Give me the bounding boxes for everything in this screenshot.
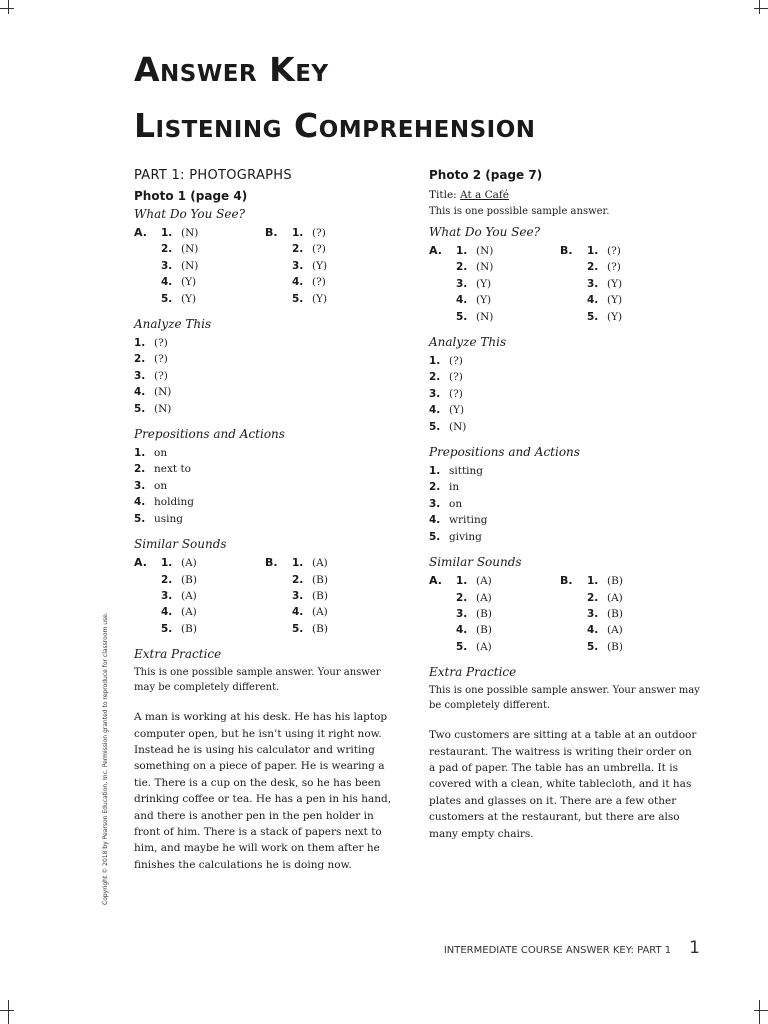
part-heading: PART 1: PHOTOGRAPHS: [134, 168, 292, 183]
answer-value: (B): [181, 573, 197, 586]
answer-number: 2.: [456, 591, 468, 604]
photo2-sample-note: This is one possible sample answer.: [429, 206, 610, 217]
answer-item: [161, 572, 197, 588]
answer-item: [292, 241, 327, 257]
page-number: 1: [689, 938, 700, 958]
answer-number: 2.: [292, 243, 304, 256]
answer-item: [161, 225, 198, 241]
photo2-what-answers: [429, 243, 709, 325]
answer-value: (Y): [181, 292, 197, 305]
photo2-paragraph: Two customers are sitting at a table at an outdoor restaurant. The waitress is writing their order on a pad of paper. The table has an umbrella. It is covered with a clean, white tablecloth, and it has plates and glasses on it. There are a few other customers at the restaurant, but there are also many empty chairs.: [429, 729, 697, 840]
section-a-label: A.: [134, 226, 147, 239]
photo2-title-value: At a Café: [460, 189, 509, 201]
photo2-what-a: [429, 243, 560, 325]
answer-item: [161, 604, 197, 620]
answer-item: [161, 621, 197, 637]
answer-number: 2.: [161, 243, 173, 256]
answer-value: (A): [312, 557, 328, 570]
answer-item: [587, 622, 623, 638]
answer-value: (N): [476, 261, 494, 274]
answer-value: (N): [154, 386, 172, 399]
photo2-title-label: Title:: [429, 189, 457, 201]
photo2-what-b: [560, 243, 691, 325]
answer-value: (A): [607, 591, 623, 604]
photo1-what-label: What Do You See?: [134, 207, 246, 221]
answer-number: 4.: [587, 294, 599, 307]
answer-value: (N): [181, 243, 199, 256]
answer-value: (Y): [476, 294, 492, 307]
answer-value: next to: [154, 463, 191, 476]
answer-value: (B): [476, 624, 492, 637]
answer-number: 3.: [292, 589, 304, 602]
answer-number: 4.: [429, 514, 441, 527]
answer-number: 4.: [134, 386, 146, 399]
answer-value: (?): [607, 245, 621, 257]
answer-item: [456, 243, 493, 259]
answer-value: (A): [476, 640, 492, 653]
answer-item: [161, 555, 197, 571]
answer-item: [292, 274, 327, 290]
answer-item: [134, 494, 404, 510]
answer-number: 2.: [429, 371, 441, 384]
answer-number: 3.: [134, 369, 146, 382]
answer-value: (Y): [312, 259, 328, 272]
answer-number: 5.: [292, 292, 304, 305]
photo1-heading: Photo 1 (page 4): [134, 189, 248, 203]
answer-item: [587, 573, 623, 589]
answer-item: [134, 384, 404, 400]
answer-number: 1.: [134, 447, 146, 460]
answer-value: using: [154, 512, 183, 525]
answer-value: (A): [181, 606, 197, 619]
answer-number: 4.: [456, 294, 468, 307]
answer-value: (?): [607, 261, 621, 274]
answer-value: (A): [181, 589, 197, 602]
answer-item: [456, 292, 493, 308]
answer-number: 5.: [292, 622, 304, 635]
answer-item: [429, 369, 709, 385]
crop-mark: [8, 0, 9, 14]
answer-item: [134, 478, 404, 494]
answer-number: 4.: [161, 276, 173, 289]
answer-value: (N): [449, 420, 467, 433]
answer-value: on: [154, 447, 168, 460]
answer-number: 5.: [134, 402, 146, 415]
answer-list: [587, 243, 622, 325]
answer-number: 3.: [161, 259, 173, 272]
answer-item: [429, 419, 709, 435]
answer-value: (?): [154, 353, 168, 366]
answer-item: [292, 604, 328, 620]
answer-item: [292, 555, 328, 571]
answer-number: 2.: [134, 463, 146, 476]
answer-item: [456, 639, 492, 655]
answer-number: 1.: [134, 337, 146, 350]
answer-number: 4.: [587, 624, 599, 637]
answer-number: 1.: [292, 557, 304, 570]
answer-value: (Y): [476, 277, 492, 290]
answer-item: [587, 292, 622, 308]
answer-item: [134, 351, 404, 367]
answer-item: [161, 274, 198, 290]
answer-value: (A): [607, 624, 623, 637]
answer-value: on: [449, 497, 463, 510]
answer-item: [456, 590, 492, 606]
answer-number: 5.: [134, 512, 146, 525]
answer-value: (B): [181, 622, 197, 635]
answer-number: 2.: [429, 481, 441, 494]
answer-list: [161, 555, 197, 637]
answer-value: (A): [181, 557, 197, 570]
photo2-what-label: What Do You See?: [429, 225, 541, 239]
answer-item: [429, 402, 709, 418]
answer-item: [429, 529, 709, 545]
answer-list: [292, 555, 328, 637]
answer-number: 2.: [587, 261, 599, 274]
answer-number: 4.: [292, 276, 304, 289]
answer-number: 5.: [587, 640, 599, 653]
answer-number: 1.: [587, 575, 599, 588]
answer-value: (A): [476, 591, 492, 604]
answer-value: (N): [154, 402, 172, 415]
answer-item: [161, 258, 198, 274]
answer-value: (Y): [607, 310, 623, 323]
photo1-extra-label: Extra Practice: [134, 647, 222, 662]
answer-item: [587, 276, 622, 292]
crop-mark: [8, 1000, 9, 1024]
answer-value: (?): [312, 243, 326, 256]
answer-item: [456, 622, 492, 638]
answer-number: 2.: [134, 353, 146, 366]
answer-value: (B): [312, 573, 328, 586]
copyright-notice: Copyright © 2018 by Pearson Education, Inc. Permission granted to reproduce for classroom use.: [102, 612, 109, 905]
answer-value: (B): [476, 607, 492, 620]
answer-item: [134, 461, 404, 477]
answer-item: [134, 445, 404, 461]
answer-value: (A): [476, 575, 492, 588]
answer-value: giving: [449, 530, 482, 543]
answer-list: [456, 573, 492, 655]
answer-item: [292, 258, 327, 274]
photo2-prep-list: [429, 463, 709, 545]
answer-number: 2.: [292, 573, 304, 586]
photo1-analyze-label: Analyze This: [134, 317, 212, 332]
answer-value: (B): [607, 607, 623, 620]
answer-item: [161, 588, 197, 604]
photo1-paragraph: A man is working at his desk. He has his laptop computer open, but he isn’t using it right now. Instead he is using his calculator and writing something on a piece of paper. He is wearing a tie. There is a cup on the desk, so he has been drinking coffee or tea. He has a pen in his hand, and there is another pen in the pen holder in front of him. There is a stack of papers next to him, and maybe he will work on them after he finishes the calculations he is doing now.: [134, 711, 392, 871]
answer-item: [429, 463, 709, 479]
answer-value: (A): [312, 606, 328, 619]
answer-item: [456, 309, 493, 325]
answer-number: 3.: [134, 479, 146, 492]
crop-mark: [759, 0, 760, 14]
answer-number: 1.: [587, 245, 599, 257]
answer-number: 3.: [587, 277, 599, 290]
answer-number: 5.: [161, 622, 173, 635]
answer-value: on: [154, 479, 168, 492]
answer-number: 3.: [456, 277, 468, 290]
answer-item: [292, 225, 327, 241]
answer-item: [161, 241, 198, 257]
answer-number: 4.: [134, 496, 146, 509]
page-title: Answer Key: [134, 50, 329, 89]
section-a-label: A.: [134, 556, 147, 570]
answer-number: 3.: [161, 589, 173, 602]
photo1-extra-note: This is one possible sample answer. Your answer may be completely different.: [134, 667, 381, 694]
photo2-sounds-b: [560, 573, 691, 655]
answer-item: [429, 512, 709, 528]
answer-item: [456, 606, 492, 622]
crop-mark: [0, 8, 14, 9]
photo2-column: [429, 168, 709, 842]
answer-item: [429, 479, 709, 495]
section-b-label: B.: [265, 556, 278, 570]
answer-item: [456, 259, 493, 275]
answer-number: 1.: [292, 227, 304, 239]
photo1-sounds-b: [265, 555, 396, 637]
section-b-label: B.: [560, 574, 573, 588]
answer-item: [429, 353, 709, 369]
answer-list: [292, 225, 327, 307]
answer-value: (?): [312, 227, 326, 239]
answer-number: 3.: [429, 497, 441, 510]
answer-item: [587, 309, 622, 325]
crop-mark: [759, 1000, 760, 1024]
page-subtitle: Listening Comprehension: [134, 106, 536, 145]
answer-value: (N): [476, 245, 494, 257]
answer-value: (?): [449, 355, 463, 368]
photo1-analyze-list: [134, 335, 404, 417]
answer-number: 5.: [456, 640, 468, 653]
answer-value: (Y): [181, 276, 197, 289]
photo2-sounds-a: [429, 573, 560, 655]
answer-number: 3.: [456, 607, 468, 620]
answer-value: sitting: [449, 465, 484, 478]
answer-value: (Y): [449, 404, 465, 417]
answer-list: [456, 243, 493, 325]
answer-item: [134, 511, 404, 527]
answer-list: [587, 573, 623, 655]
photo1-prep-list: [134, 445, 404, 527]
answer-value: (Y): [607, 294, 623, 307]
answer-number: 5.: [587, 310, 599, 323]
answer-list: [161, 225, 198, 307]
photo1-what-a: [134, 225, 265, 307]
answer-value: (B): [607, 640, 623, 653]
answer-item: [134, 401, 404, 417]
photo2-extra-note: This is one possible sample answer. Your answer may be completely different.: [429, 685, 700, 712]
photo1-what-b: [265, 225, 396, 307]
answer-number: 4.: [429, 404, 441, 417]
answer-number: 2.: [161, 573, 173, 586]
photo2-title-line: [429, 188, 709, 202]
answer-number: 1.: [161, 227, 173, 239]
photo1-prep-label: Prepositions and Actions: [134, 427, 285, 442]
answer-item: [134, 368, 404, 384]
answer-item: [161, 291, 198, 307]
answer-value: (?): [449, 387, 463, 400]
answer-value: writing: [449, 514, 488, 527]
section-b-label: B.: [265, 226, 278, 239]
answer-number: 5.: [429, 530, 441, 543]
section-b-label: B.: [560, 244, 573, 257]
answer-value: (N): [476, 310, 494, 323]
answer-number: 5.: [456, 310, 468, 323]
section-a-label: A.: [429, 574, 442, 588]
answer-number: 1.: [456, 575, 468, 588]
answer-item: [429, 386, 709, 402]
answer-value: in: [449, 481, 460, 494]
photo2-sounds-answers: [429, 573, 709, 655]
answer-number: 1.: [161, 557, 173, 570]
photo2-sounds-label: Similar Sounds: [429, 555, 522, 570]
photo2-analyze-list: [429, 353, 709, 435]
answer-item: [587, 606, 623, 622]
photo2-heading: Photo 2 (page 7): [429, 168, 543, 182]
answer-item: [134, 335, 404, 351]
answer-number: 1.: [429, 465, 441, 478]
answer-item: [587, 590, 623, 606]
answer-item: [456, 276, 493, 292]
answer-item: [587, 259, 622, 275]
photo1-sounds-label: Similar Sounds: [134, 537, 227, 552]
answer-value: (?): [312, 276, 326, 289]
photo1-sounds-a: [134, 555, 265, 637]
answer-number: 4.: [292, 606, 304, 619]
answer-value: (N): [181, 259, 199, 272]
answer-value: (B): [312, 589, 328, 602]
photo2-extra-label: Extra Practice: [429, 665, 517, 680]
answer-item: [456, 573, 492, 589]
crop-mark: [0, 1010, 14, 1011]
photo1-sounds-answers: [134, 555, 404, 637]
answer-value: (?): [154, 337, 168, 350]
answer-item: [292, 588, 328, 604]
answer-number: 4.: [456, 624, 468, 637]
answer-number: 5.: [429, 420, 441, 433]
answer-number: 5.: [161, 292, 173, 305]
photo1-what-answers: [134, 225, 404, 307]
answer-item: [292, 572, 328, 588]
answer-value: holding: [154, 496, 195, 509]
answer-number: 1.: [456, 245, 468, 257]
answer-item: [292, 621, 328, 637]
answer-number: 1.: [429, 355, 441, 368]
page-footer: [430, 938, 700, 958]
answer-value: (N): [181, 227, 199, 239]
photo2-prep-label: Prepositions and Actions: [429, 445, 580, 460]
answer-item: [429, 496, 709, 512]
answer-item: [292, 291, 327, 307]
answer-item: [587, 639, 623, 655]
section-a-label: A.: [429, 244, 442, 257]
answer-item: [587, 243, 622, 259]
answer-number: 4.: [161, 606, 173, 619]
photo1-column: [134, 168, 404, 873]
answer-number: 3.: [429, 387, 441, 400]
answer-value: (Y): [607, 277, 623, 290]
answer-number: 3.: [292, 259, 304, 272]
crop-mark: [754, 8, 768, 9]
answer-value: (Y): [312, 292, 328, 305]
photo2-analyze-label: Analyze This: [429, 335, 507, 350]
crop-mark: [754, 1010, 768, 1011]
answer-value: (?): [449, 371, 463, 384]
answer-number: 2.: [587, 591, 599, 604]
answer-value: (B): [312, 622, 328, 635]
answer-value: (B): [607, 575, 623, 588]
answer-number: 3.: [587, 607, 599, 620]
answer-value: (?): [154, 369, 168, 382]
footer-text: INTERMEDIATE COURSE ANSWER KEY: PART 1: [443, 945, 672, 956]
answer-number: 2.: [456, 261, 468, 274]
